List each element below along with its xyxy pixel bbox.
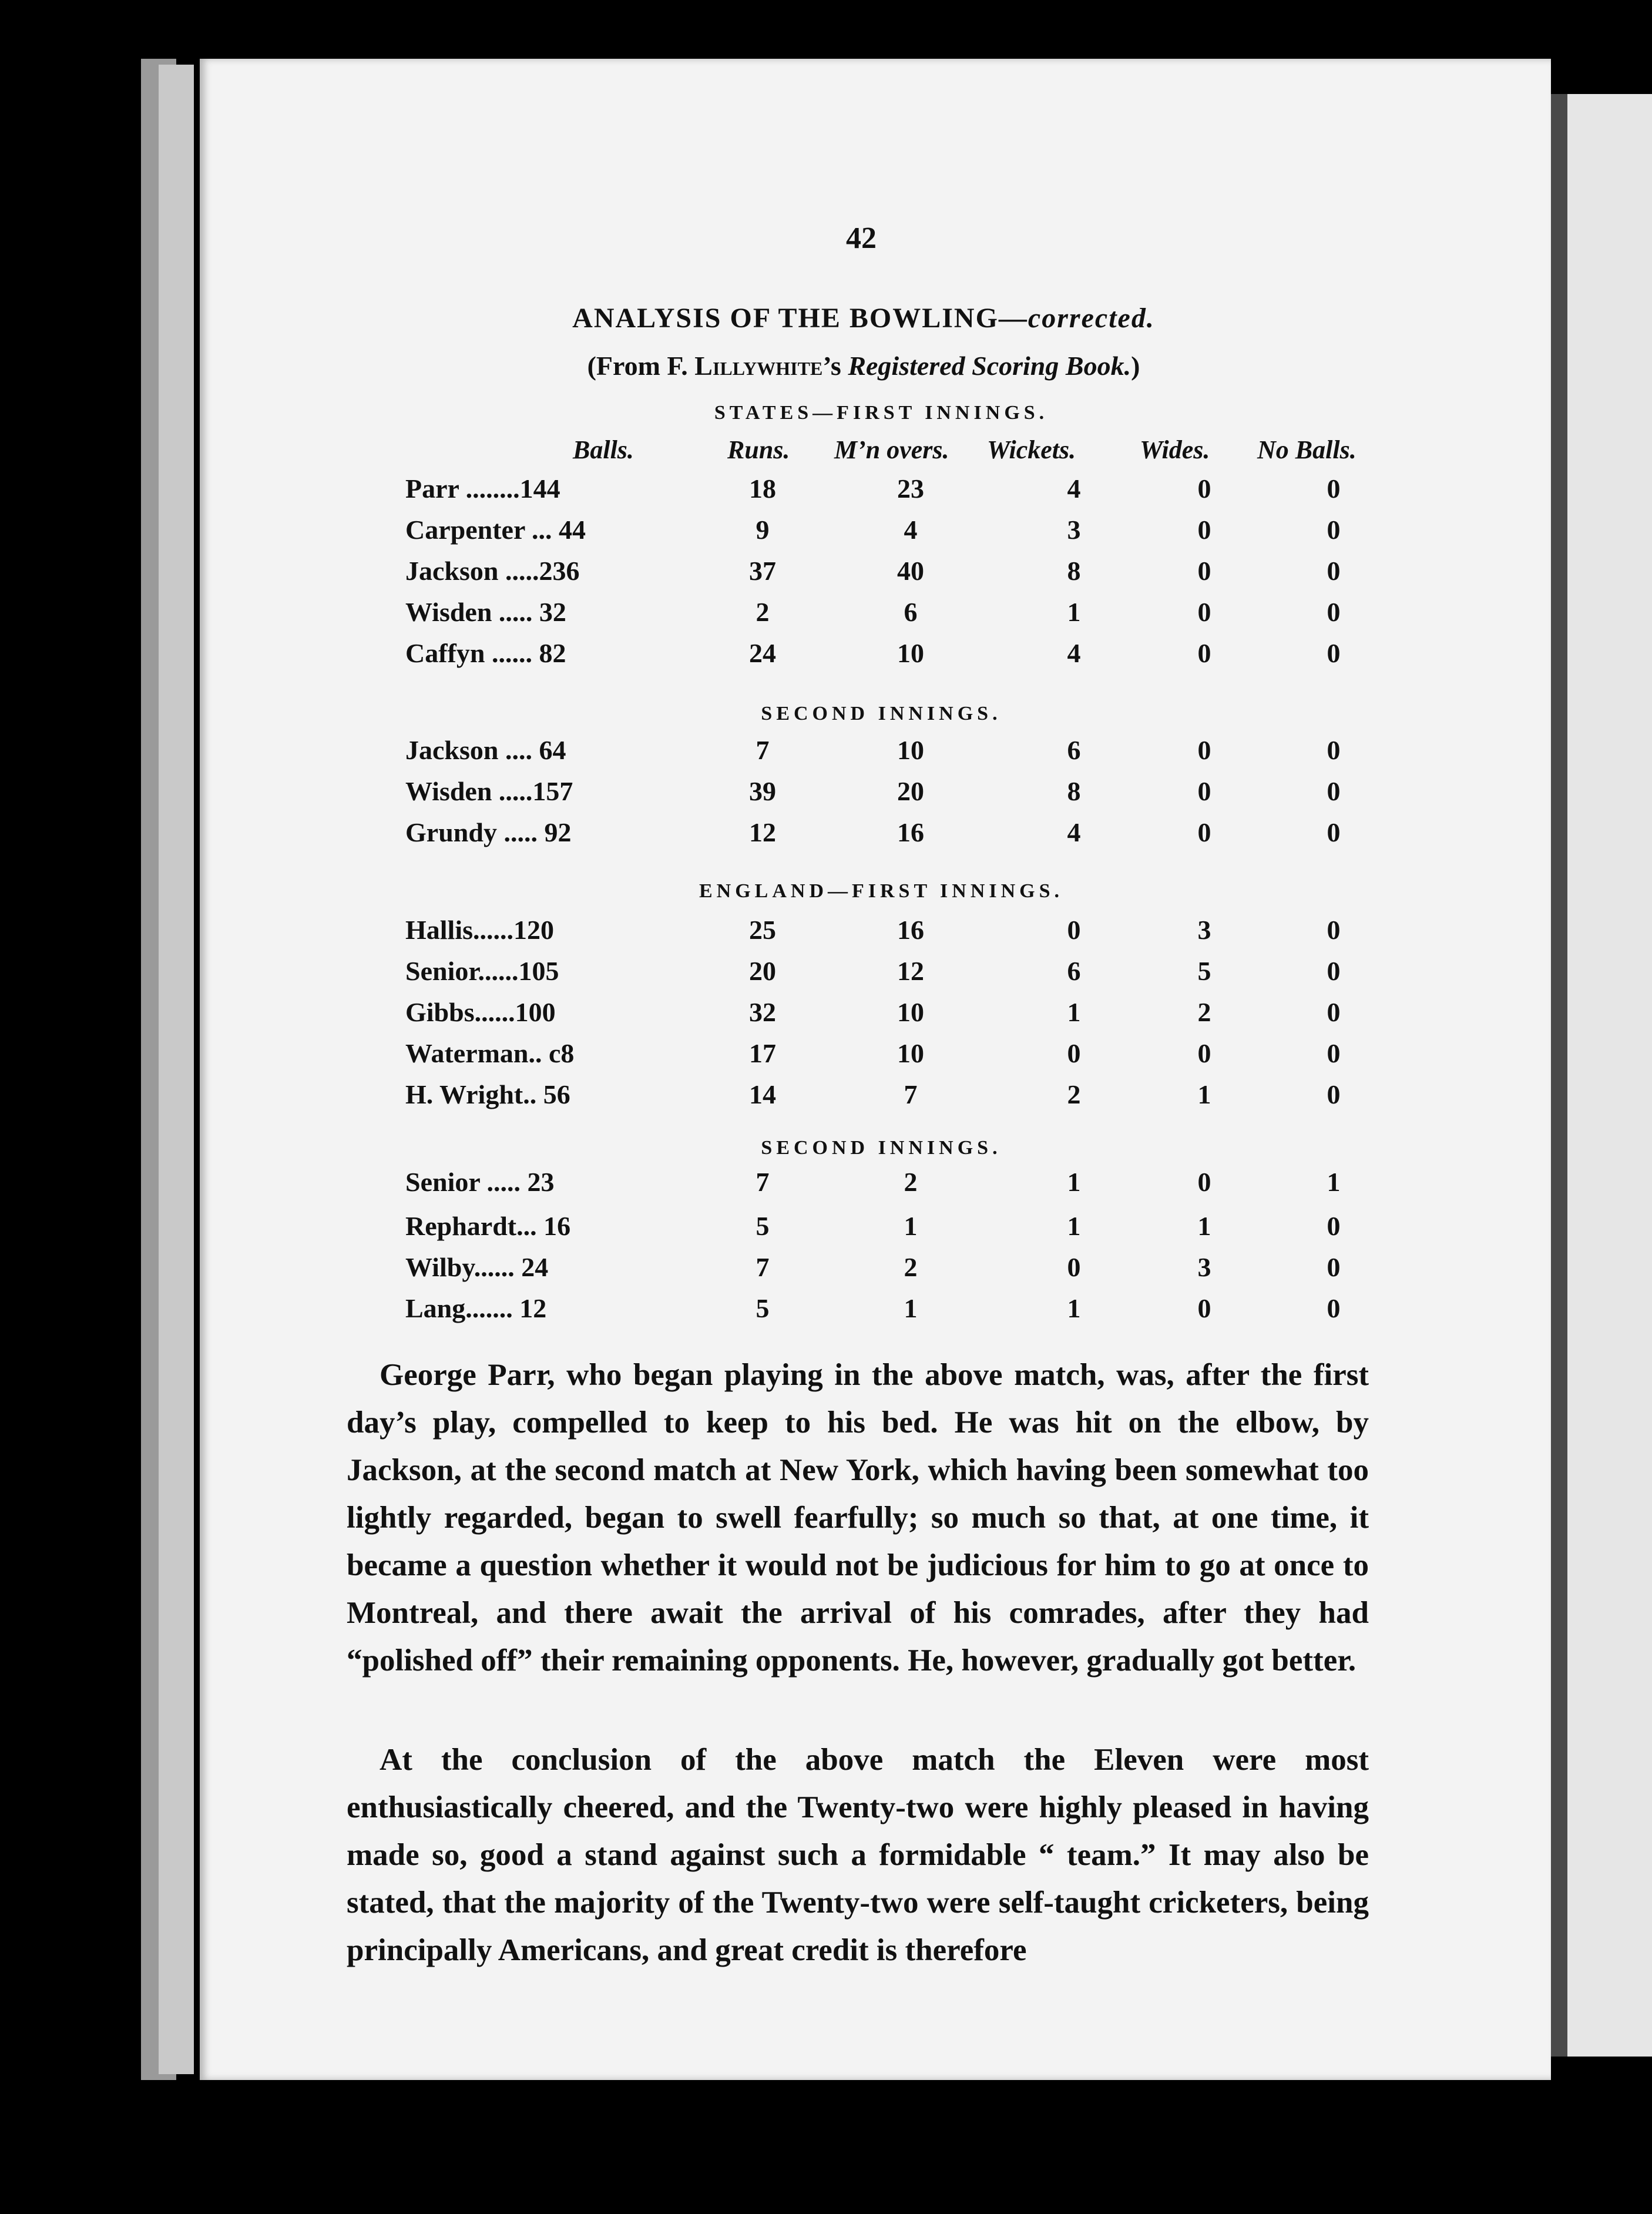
no-balls-cell: 0	[1327, 1252, 1341, 1282]
section-heading: SECOND INNINGS.	[761, 1137, 1002, 1159]
maidens-cell: 23	[897, 474, 924, 504]
no-balls-cell: 0	[1327, 1079, 1341, 1109]
wides-cell: 5	[1197, 956, 1211, 986]
maidens-cell: 10	[897, 1038, 924, 1068]
wides-cell: 0	[1197, 638, 1211, 668]
runs-cell: 7	[756, 1167, 770, 1197]
runs-cell: 5	[756, 1211, 770, 1241]
wides-cell: 0	[1197, 597, 1211, 627]
table-row	[405, 1293, 1404, 1328]
no-balls-cell: 0	[1327, 1211, 1341, 1241]
table-row	[405, 1038, 1404, 1073]
no-balls-cell: 0	[1327, 1038, 1341, 1068]
page-number: 42	[846, 222, 877, 255]
no-balls-cell: 0	[1327, 474, 1341, 504]
no-balls-cell: 0	[1327, 735, 1341, 765]
wides-cell: 0	[1197, 776, 1211, 806]
runs-cell: 20	[749, 956, 776, 986]
bowler-name: Carpenter ... 44	[405, 515, 586, 545]
bowler-name: Grundy ..... 92	[405, 817, 572, 847]
no-balls-cell: 0	[1327, 597, 1341, 627]
body-paragraph	[347, 1351, 1369, 1685]
subtitle-part1: (From F.	[587, 351, 695, 381]
no-balls-cell: 0	[1327, 776, 1341, 806]
wickets-cell: 2	[1067, 1079, 1081, 1109]
wickets-cell: 4	[1067, 817, 1081, 847]
no-balls-cell: 1	[1327, 1167, 1341, 1197]
maidens-cell: 10	[897, 638, 924, 668]
bowler-name: Wisden .....157	[405, 776, 573, 806]
maidens-cell: 20	[897, 776, 924, 806]
wickets-cell: 4	[1067, 638, 1081, 668]
subtitle-close: )	[1131, 351, 1140, 381]
maidens-cell: 1	[904, 1211, 918, 1241]
maidens-cell: 1	[904, 1293, 918, 1323]
bowler-name: Waterman.. c8	[405, 1038, 575, 1068]
table-title-main: ANALYSIS OF THE BOWLING—	[572, 303, 1028, 334]
page-stack-edge-inner	[159, 65, 194, 2074]
bowler-name: Wilby...... 24	[405, 1252, 549, 1282]
table-row	[405, 817, 1404, 852]
bowler-name: Rephardt... 16	[405, 1211, 571, 1241]
table-row	[405, 596, 1404, 632]
table-row	[405, 997, 1404, 1032]
wickets-cell: 0	[1067, 1252, 1081, 1282]
runs-cell: 14	[749, 1079, 776, 1109]
wides-cell: 0	[1197, 474, 1211, 504]
wides-cell: 0	[1197, 1167, 1211, 1197]
maidens-cell: 6	[904, 597, 918, 627]
no-balls-cell: 0	[1327, 817, 1341, 847]
maidens-cell: 7	[904, 1079, 918, 1109]
bowler-name: Lang....... 12	[405, 1293, 547, 1323]
wides-cell: 0	[1197, 1038, 1211, 1068]
wickets-cell: 3	[1067, 515, 1081, 545]
runs-cell: 39	[749, 776, 776, 806]
table-row	[405, 473, 1404, 508]
subtitle-part2: ’s	[822, 351, 848, 381]
bowler-name: Parr ........144	[405, 474, 560, 504]
maidens-cell: 16	[897, 915, 924, 945]
wides-cell: 0	[1197, 515, 1211, 545]
wickets-cell: 1	[1067, 1211, 1081, 1241]
table-row	[405, 734, 1404, 770]
col-header-wickets: Wickets.	[987, 435, 1076, 464]
maidens-cell: 16	[897, 817, 924, 847]
maidens-cell: 2	[904, 1252, 918, 1282]
wickets-cell: 1	[1067, 997, 1081, 1027]
bowler-name: Senior ..... 23	[405, 1167, 555, 1197]
wides-cell: 0	[1197, 735, 1211, 765]
bowler-name: Senior......105	[405, 956, 559, 986]
table-title	[364, 302, 1363, 334]
runs-cell: 25	[749, 915, 776, 945]
table-subtitle	[364, 350, 1363, 381]
no-balls-cell: 0	[1327, 915, 1341, 945]
col-header-wides: Wides.	[1140, 435, 1210, 464]
wides-cell: 1	[1197, 1079, 1211, 1109]
wickets-cell: 1	[1067, 1167, 1081, 1197]
subtitle-name: Lillywhite	[694, 351, 823, 381]
wides-cell: 0	[1197, 1293, 1211, 1323]
wides-cell: 3	[1197, 1252, 1211, 1282]
maidens-cell: 40	[897, 556, 924, 586]
runs-cell: 5	[756, 1293, 770, 1323]
runs-cell: 24	[749, 638, 776, 668]
table-row	[405, 1252, 1404, 1287]
maidens-cell: 4	[904, 515, 918, 545]
paragraph-text: At the conclusion of the above match the Eleven were most enthusiastically cheered, and the Twenty-two were highly pleased in having made so, good a stand against such a formidable “ team.” It may also be stated, that the majority of the Twenty-two were self-taught cricketers, being principally Americans, and great credit is therefore	[347, 1743, 1369, 1967]
table-row	[405, 1210, 1404, 1246]
table-row	[405, 1166, 1404, 1202]
wickets-cell: 8	[1067, 776, 1081, 806]
no-balls-cell: 0	[1327, 515, 1341, 545]
wides-cell: 3	[1197, 915, 1211, 945]
body-paragraph	[347, 1736, 1369, 1974]
table-row	[405, 776, 1404, 811]
bowler-name: Caffyn ...... 82	[405, 638, 566, 668]
section-heading: SECOND INNINGS.	[761, 703, 1002, 724]
bowler-name: Wisden ..... 32	[405, 597, 566, 627]
bowler-name: H. Wright.. 56	[405, 1079, 570, 1109]
no-balls-cell: 0	[1327, 997, 1341, 1027]
table-row	[405, 955, 1404, 991]
runs-cell: 32	[749, 997, 776, 1027]
wickets-cell: 6	[1067, 956, 1081, 986]
runs-cell: 12	[749, 817, 776, 847]
wickets-cell: 1	[1067, 1293, 1081, 1323]
no-balls-cell: 0	[1327, 638, 1341, 668]
table-row	[405, 638, 1404, 673]
wickets-cell: 6	[1067, 735, 1081, 765]
wides-cell: 0	[1197, 817, 1211, 847]
bowler-name: Gibbs......100	[405, 997, 556, 1027]
table-row	[405, 555, 1404, 591]
runs-cell: 2	[756, 597, 770, 627]
table-row	[405, 914, 1404, 950]
maidens-cell: 10	[897, 735, 924, 765]
runs-cell: 7	[756, 735, 770, 765]
bowler-name: Jackson .... 64	[405, 735, 566, 765]
runs-cell: 7	[756, 1252, 770, 1282]
wickets-cell: 0	[1067, 915, 1081, 945]
wickets-cell: 4	[1067, 474, 1081, 504]
wickets-cell: 8	[1067, 556, 1081, 586]
no-balls-cell: 0	[1327, 556, 1341, 586]
runs-cell: 17	[749, 1038, 776, 1068]
maidens-cell: 2	[904, 1167, 918, 1197]
no-balls-cell: 0	[1327, 1293, 1341, 1323]
runs-cell: 9	[756, 515, 770, 545]
wides-cell: 2	[1197, 997, 1211, 1027]
bowler-name: Hallis......120	[405, 915, 555, 945]
paragraph-text: George Parr, who began playing in the above match, was, after the first day’s play, compelled to keep to his bed. He was hit on the elbow, by Jackson, at the second match at New York, which having been somewhat too lightly regarded, began to swell fearfully; so much so that, at one time, it became a question whether it would not be judicious for him to go at once to Montreal, and there await the arrival of his comrades, after they had “polished off” their remaining opponents. He, however, gradually got better.	[347, 1358, 1369, 1678]
maidens-cell: 12	[897, 956, 924, 986]
col-header-maiden-overs: M’n overs.	[834, 435, 949, 464]
wickets-cell: 0	[1067, 1038, 1081, 1068]
wides-cell: 0	[1197, 556, 1211, 586]
book-gutter-shadow	[1551, 94, 1567, 2057]
table-row	[405, 1079, 1404, 1114]
subtitle-emph: Registered Scoring Book.	[848, 351, 1131, 381]
col-header-balls: Balls.	[573, 435, 634, 464]
section-heading: STATES—FIRST INNINGS.	[714, 402, 1049, 424]
table-title-emph: corrected.	[1028, 303, 1155, 334]
section-heading: ENGLAND—FIRST INNINGS.	[699, 880, 1064, 902]
runs-cell: 37	[749, 556, 776, 586]
wides-cell: 1	[1197, 1211, 1211, 1241]
table-row	[405, 514, 1404, 549]
bowler-name: Jackson .....236	[405, 556, 580, 586]
col-header-runs: Runs.	[727, 435, 790, 464]
col-header-no-balls: No Balls.	[1257, 435, 1356, 464]
runs-cell: 18	[749, 474, 776, 504]
maidens-cell: 10	[897, 997, 924, 1027]
wickets-cell: 1	[1067, 597, 1081, 627]
no-balls-cell: 0	[1327, 956, 1341, 986]
